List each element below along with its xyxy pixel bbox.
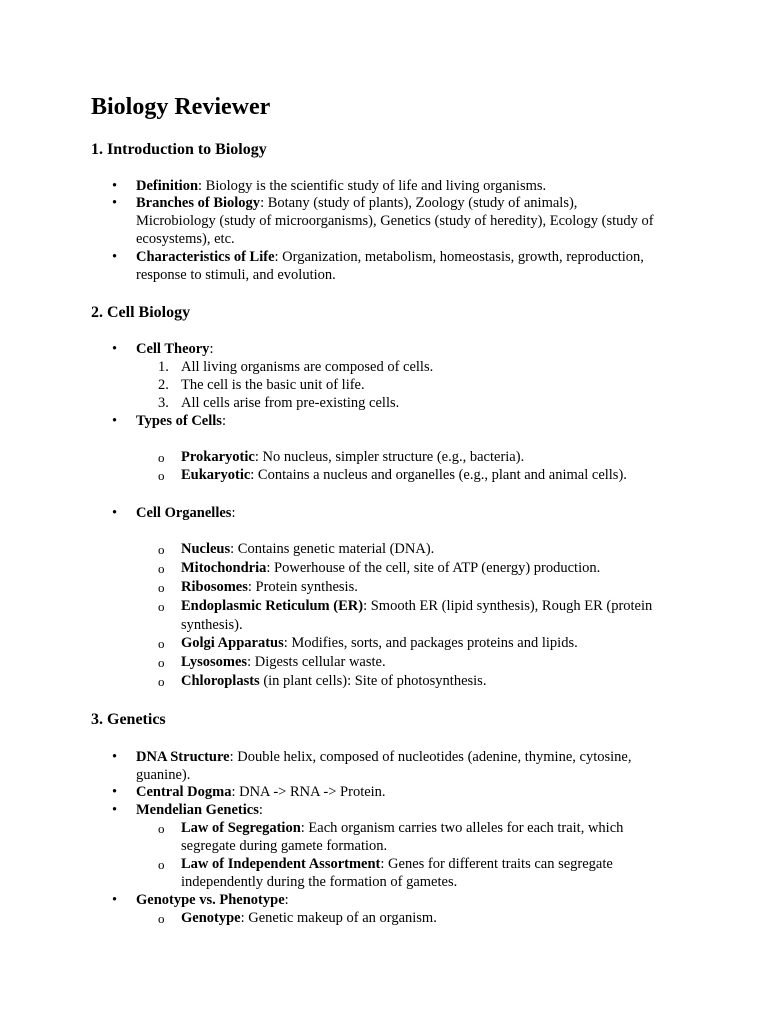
circle-bullet-icon: o bbox=[158, 468, 165, 483]
sub-list-item-continuation: segregate during gamete formation. bbox=[181, 838, 388, 854]
bullet-icon: • bbox=[112, 249, 118, 265]
list-item: Cell Organelles: bbox=[136, 505, 236, 521]
numbered-item: The cell is the basic unit of life. bbox=[181, 377, 365, 393]
section-heading: 3. Genetics bbox=[91, 711, 166, 728]
sub-list-item: Law of Segregation: Each organism carries two alleles for each trait, which bbox=[181, 820, 624, 836]
list-number: 1. bbox=[158, 359, 169, 375]
sub-list-item: Lysosomes: Digests cellular waste. bbox=[181, 654, 386, 670]
list-number: 2. bbox=[158, 377, 169, 393]
list-item: Cell Theory: bbox=[136, 341, 214, 357]
bullet-icon: • bbox=[112, 413, 118, 429]
sub-list-item-continuation: synthesis). bbox=[181, 617, 243, 633]
list-item: DNA Structure: Double helix, composed of nucleotides (adenine, thymine, cytosine, bbox=[136, 749, 632, 765]
sub-list-item: Endoplasmic Reticulum (ER): Smooth ER (lipid synthesis), Rough ER (protein bbox=[181, 598, 653, 614]
circle-bullet-icon: o bbox=[158, 561, 165, 576]
bullet-icon: • bbox=[112, 195, 118, 211]
circle-bullet-icon: o bbox=[158, 636, 165, 651]
sub-list-item: Mitochondria: Powerhouse of the cell, site of ATP (energy) production. bbox=[181, 560, 601, 576]
list-number: 3. bbox=[158, 395, 169, 411]
list-item: Central Dogma: DNA -> RNA -> Protein. bbox=[136, 784, 386, 800]
numbered-item: All living organisms are composed of cells. bbox=[181, 359, 434, 375]
bullet-icon: • bbox=[112, 749, 118, 765]
list-item: Definition: Biology is the scientific study of life and living organisms. bbox=[136, 178, 547, 194]
list-item-continuation: ecosystems), etc. bbox=[136, 231, 235, 247]
sub-list-item: Chloroplasts (in plant cells): Site of photosynthesis. bbox=[181, 673, 487, 689]
list-item: Types of Cells: bbox=[136, 413, 226, 429]
numbered-item: All cells arise from pre-existing cells. bbox=[181, 395, 400, 411]
page-title: Biology Reviewer bbox=[91, 94, 271, 120]
sub-list-item-continuation: independently during the formation of gametes. bbox=[181, 874, 458, 890]
sub-list-item: Ribosomes: Protein synthesis. bbox=[181, 579, 358, 595]
circle-bullet-icon: o bbox=[158, 580, 165, 595]
bullet-icon: • bbox=[112, 802, 118, 818]
circle-bullet-icon: o bbox=[158, 674, 165, 689]
sub-list-item: Genotype: Genetic makeup of an organism. bbox=[181, 910, 437, 926]
bullet-icon: • bbox=[112, 505, 118, 521]
circle-bullet-icon: o bbox=[158, 655, 165, 670]
bullet-icon: • bbox=[112, 178, 118, 194]
circle-bullet-icon: o bbox=[158, 450, 165, 465]
bullet-icon: • bbox=[112, 784, 118, 800]
list-item-continuation: response to stimuli, and evolution. bbox=[136, 267, 336, 283]
circle-bullet-icon: o bbox=[158, 542, 165, 557]
list-item-continuation: guanine). bbox=[136, 767, 191, 783]
circle-bullet-icon: o bbox=[158, 911, 165, 926]
circle-bullet-icon: o bbox=[158, 599, 165, 614]
bullet-icon: • bbox=[112, 892, 118, 908]
list-item: Mendelian Genetics: bbox=[136, 802, 263, 818]
list-item: Characteristics of Life: Organization, metabolism, homeostasis, growth, reproduction, bbox=[136, 249, 644, 265]
list-item: Branches of Biology: Botany (study of plants), Zoology (study of animals), bbox=[136, 195, 578, 211]
circle-bullet-icon: o bbox=[158, 821, 165, 836]
sub-list-item: Law of Independent Assortment: Genes for different traits can segregate bbox=[181, 856, 613, 872]
section-heading: 1. Introduction to Biology bbox=[91, 141, 267, 158]
bullet-icon: • bbox=[112, 341, 118, 357]
list-item-continuation: Microbiology (study of microorganisms), Genetics (study of heredity), Ecology (study of bbox=[136, 213, 654, 229]
sub-list-item: Nucleus: Contains genetic material (DNA). bbox=[181, 541, 435, 557]
circle-bullet-icon: o bbox=[158, 857, 165, 872]
list-item: Genotype vs. Phenotype: bbox=[136, 892, 289, 908]
sub-list-item: Prokaryotic: No nucleus, simpler structure (e.g., bacteria). bbox=[181, 449, 525, 465]
sub-list-item: Eukaryotic: Contains a nucleus and organelles (e.g., plant and animal cells). bbox=[181, 467, 627, 483]
sub-list-item: Golgi Apparatus: Modifies, sorts, and packages proteins and lipids. bbox=[181, 635, 578, 651]
section-heading: 2. Cell Biology bbox=[91, 304, 191, 321]
